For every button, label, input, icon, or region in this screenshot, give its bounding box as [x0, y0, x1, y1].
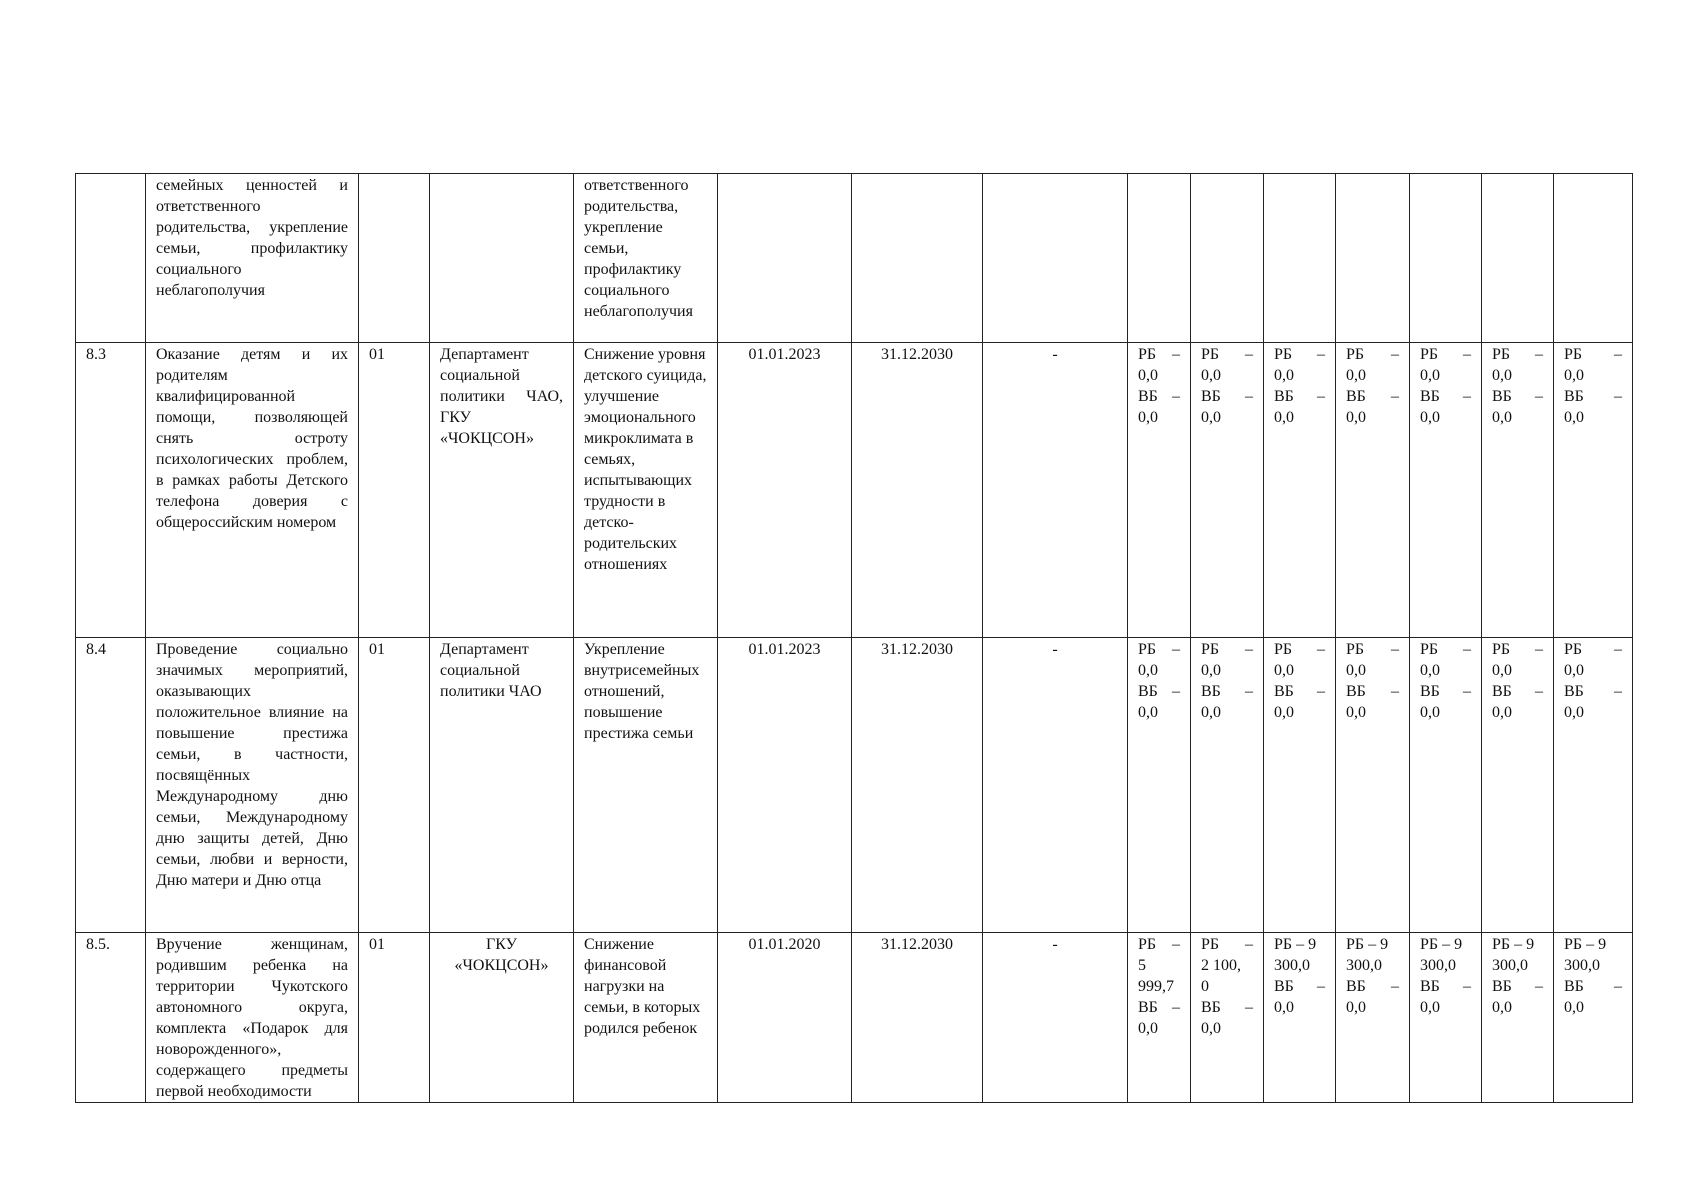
link-cell	[983, 933, 1128, 1103]
table-row	[76, 933, 1633, 1103]
funding-line: 0,0	[1346, 999, 1366, 1016]
funding-cell	[1191, 933, 1264, 1103]
funding-line: 0,0	[1201, 1020, 1221, 1037]
funding-line: 0,0	[1201, 662, 1221, 679]
funding-line: РБ – 9	[1492, 936, 1535, 953]
funding-cell	[1336, 343, 1410, 638]
funding-cell	[1554, 638, 1633, 933]
funding-line: 0	[1201, 978, 1209, 995]
funding-cell	[1264, 933, 1336, 1103]
funding-line: 0,0	[1138, 704, 1158, 721]
funding-line: РБ –	[1492, 641, 1543, 658]
funding-line: 0,0	[1274, 367, 1294, 384]
row-number-cell	[76, 174, 146, 343]
expected-result-cell-text: ответственного родительства, укрепление семьи, профилактику социального неблагополучия	[584, 177, 693, 320]
funding-line: 0,0	[1201, 409, 1221, 426]
executor-cell	[430, 638, 574, 933]
funding-cell	[1410, 933, 1482, 1103]
code-cell-text: 01	[369, 346, 385, 363]
funding-line: ВБ –	[1201, 683, 1253, 700]
funding-cell	[1264, 174, 1336, 343]
expected-result-cell	[574, 343, 718, 638]
expected-result-cell	[574, 933, 718, 1103]
start-date-cell-text: 01.01.2023	[748, 346, 821, 363]
funding-cell	[1336, 638, 1410, 933]
funding-line: 2 100,	[1201, 957, 1241, 974]
start-date-cell	[718, 343, 852, 638]
start-date-cell	[718, 933, 852, 1103]
executor-cell-text: ГКУ «ЧОКЦСОН»	[454, 936, 549, 974]
funding-line: ВБ –	[1492, 683, 1543, 700]
funding-line: ВБ –	[1138, 999, 1180, 1016]
funding-line: 0,0	[1138, 1020, 1158, 1037]
table-row	[76, 174, 1633, 343]
funding-line: 0,0	[1492, 999, 1512, 1016]
expected-result-cell-text: Снижение уровня детского суицида, улучшение эмоционального микроклимата в семьях, испытывающих трудности в детско-родительских отношениях	[584, 346, 707, 573]
funding-line: РБ –	[1274, 346, 1325, 363]
measure-name-cell-text: Проведение социально значимых мероприятий, оказывающих положительное влияние на повышение престижа семьи, в частности, посвящённых Международному дню семьи, Международному дню защиты детей, Дню семьи, любви и верности, Дню матери и Дню отца	[156, 641, 348, 889]
start-date-cell	[718, 638, 852, 933]
funding-cell	[1482, 638, 1554, 933]
funding-line: РБ –	[1564, 346, 1622, 363]
executor-cell	[430, 174, 574, 343]
funding-cell	[1410, 343, 1482, 638]
row-number-cell	[76, 343, 146, 638]
funding-line: РБ –	[1274, 641, 1325, 658]
funding-line: ВБ –	[1420, 978, 1471, 995]
funding-cell	[1128, 638, 1191, 933]
code-cell	[359, 638, 430, 933]
funding-line: РБ –	[1564, 641, 1622, 658]
funding-line: ВБ –	[1138, 388, 1180, 405]
funding-line: РБ – 9	[1564, 936, 1607, 953]
funding-cell	[1336, 933, 1410, 1103]
funding-line: 300,0	[1274, 957, 1310, 974]
funding-line: ВБ –	[1564, 388, 1622, 405]
funding-line: РБ –	[1138, 346, 1180, 363]
funding-line: 0,0	[1420, 704, 1440, 721]
measure-name-cell-text: семейных ценностей и ответственного родительства, укрепление семьи, профилактику социального неблагополучия	[156, 177, 348, 299]
start-date-cell	[718, 174, 852, 343]
link-cell-text: -	[1052, 346, 1058, 363]
measure-name-cell-text: Оказание детям и их родителям квалифицированной помощи, позволяющей снять остроту психологических проблем, в рамках работы Детского телефона доверия с общероссийским номером	[156, 346, 348, 531]
funding-line: 300,0	[1564, 957, 1600, 974]
funding-line: 0,0	[1274, 704, 1294, 721]
funding-line: ВБ –	[1420, 683, 1471, 700]
funding-line: РБ –	[1138, 641, 1180, 658]
funding-line: РБ –	[1346, 641, 1399, 658]
funding-line: 0,0	[1564, 999, 1584, 1016]
funding-line: ВБ –	[1564, 683, 1622, 700]
table-body	[76, 174, 1633, 1103]
link-cell-text: -	[1052, 641, 1058, 658]
funding-line: 0,0	[1420, 999, 1440, 1016]
funding-line: ВБ –	[1564, 978, 1622, 995]
funding-cell	[1554, 343, 1633, 638]
funding-line: ВБ –	[1274, 388, 1325, 405]
funding-line: РБ –	[1492, 346, 1543, 363]
funding-line: 0,0	[1564, 704, 1584, 721]
link-cell	[983, 174, 1128, 343]
end-date-cell-text: 31.12.2030	[881, 641, 953, 658]
funding-line: ВБ –	[1492, 388, 1543, 405]
funding-line: ВБ –	[1274, 683, 1325, 700]
funding-line: РБ –	[1201, 346, 1253, 363]
funding-cell	[1554, 933, 1633, 1103]
funding-line: ВБ –	[1138, 683, 1180, 700]
funding-cell	[1482, 174, 1554, 343]
funding-line: 0,0	[1138, 662, 1158, 679]
executor-cell	[430, 933, 574, 1103]
funding-line: 0,0	[1346, 367, 1366, 384]
funding-line: РБ –	[1201, 641, 1253, 658]
end-date-cell	[852, 343, 983, 638]
funding-line: ВБ –	[1346, 978, 1399, 995]
funding-line: 300,0	[1492, 957, 1528, 974]
funding-line: 300,0	[1420, 957, 1456, 974]
measure-name-cell-text: Вручение женщинам, родившим ребенка на территории Чукотского автономного округа, комплекта «Подарок для новорожденного», содержащего предметы первой необходимости	[156, 936, 348, 1100]
funding-line: РБ –	[1138, 936, 1180, 953]
expected-result-cell	[574, 174, 718, 343]
funding-line: РБ – 9	[1346, 936, 1389, 953]
funding-line: 0,0	[1201, 704, 1221, 721]
measures-table	[75, 173, 1633, 1103]
code-cell	[359, 933, 430, 1103]
row-number-cell-text: 8.3	[86, 346, 106, 363]
funding-line: 999,7	[1138, 978, 1174, 995]
measure-name-cell	[146, 174, 359, 343]
funding-line: 300,0	[1346, 957, 1382, 974]
executor-cell-text: Департамент социальной политики ЧАО	[440, 641, 542, 700]
table-row	[76, 343, 1633, 638]
funding-line: ВБ –	[1201, 388, 1253, 405]
code-cell	[359, 343, 430, 638]
funding-line: ВБ –	[1420, 388, 1471, 405]
expected-result-cell	[574, 638, 718, 933]
executor-cell	[430, 343, 574, 638]
funding-line: 0,0	[1564, 409, 1584, 426]
funding-line: РБ – 9	[1274, 936, 1317, 953]
funding-line: ВБ –	[1346, 388, 1399, 405]
measure-name-cell	[146, 933, 359, 1103]
funding-line: 5	[1138, 957, 1146, 974]
funding-line: РБ –	[1201, 936, 1253, 953]
funding-line: 0,0	[1274, 662, 1294, 679]
end-date-cell-text: 31.12.2030	[881, 346, 953, 363]
end-date-cell	[852, 638, 983, 933]
funding-line: 0,0	[1274, 409, 1294, 426]
table-row	[76, 638, 1633, 933]
funding-line: РБ –	[1420, 641, 1471, 658]
funding-line: 0,0	[1492, 662, 1512, 679]
funding-line: РБ –	[1420, 346, 1471, 363]
measure-name-cell	[146, 343, 359, 638]
funding-line: ВБ –	[1346, 683, 1399, 700]
start-date-cell-text: 01.01.2023	[748, 641, 821, 658]
funding-cell	[1482, 343, 1554, 638]
funding-line: ВБ –	[1274, 978, 1325, 995]
funding-cell	[1191, 638, 1264, 933]
funding-line: 0,0	[1346, 704, 1366, 721]
funding-line: 0,0	[1564, 367, 1584, 384]
link-cell	[983, 638, 1128, 933]
row-number-cell-text: 8.4	[86, 641, 106, 658]
expected-result-cell-text: Укрепление внутрисемейных отношений, повышение престижа семьи	[584, 641, 700, 742]
end-date-cell-text: 31.12.2030	[881, 936, 953, 953]
expected-result-cell-text: Снижение финансовой нагрузки на семьи, в которых родился ребенок	[584, 936, 701, 1037]
funding-cell	[1128, 174, 1191, 343]
funding-cell	[1410, 174, 1482, 343]
funding-line: 0,0	[1420, 367, 1440, 384]
link-cell	[983, 343, 1128, 638]
funding-cell	[1410, 638, 1482, 933]
funding-line: 0,0	[1201, 367, 1221, 384]
row-number-cell	[76, 638, 146, 933]
code-cell-text: 01	[369, 641, 385, 658]
start-date-cell-text: 01.01.2020	[748, 936, 821, 953]
funding-cell	[1191, 174, 1264, 343]
link-cell-text: -	[1052, 936, 1058, 953]
funding-line: 0,0	[1274, 999, 1294, 1016]
funding-line: 0,0	[1492, 409, 1512, 426]
code-cell	[359, 174, 430, 343]
funding-cell	[1482, 933, 1554, 1103]
funding-line: ВБ –	[1492, 978, 1543, 995]
funding-cell	[1336, 174, 1410, 343]
funding-cell	[1554, 174, 1633, 343]
funding-cell	[1128, 933, 1191, 1103]
funding-cell	[1128, 343, 1191, 638]
funding-line: 0,0	[1346, 662, 1366, 679]
funding-line: 0,0	[1138, 367, 1158, 384]
measure-name-cell	[146, 638, 359, 933]
row-number-cell	[76, 933, 146, 1103]
funding-line: 0,0	[1346, 409, 1366, 426]
end-date-cell	[852, 174, 983, 343]
funding-cell	[1264, 638, 1336, 933]
row-number-cell-text: 8.5.	[86, 936, 110, 953]
executor-cell-text: Департамент социальной политики ЧАО, ГКУ «ЧОКЦСОН»	[440, 346, 563, 447]
funding-cell	[1264, 343, 1336, 638]
funding-line: 0,0	[1492, 367, 1512, 384]
funding-line: 0,0	[1138, 409, 1158, 426]
funding-line: ВБ –	[1201, 999, 1253, 1016]
code-cell-text: 01	[369, 936, 385, 953]
funding-line: 0,0	[1564, 662, 1584, 679]
funding-line: РБ –	[1346, 346, 1399, 363]
funding-cell	[1191, 343, 1264, 638]
funding-line: 0,0	[1420, 409, 1440, 426]
end-date-cell	[852, 933, 983, 1103]
funding-line: 0,0	[1492, 704, 1512, 721]
funding-line: 0,0	[1420, 662, 1440, 679]
funding-line: РБ – 9	[1420, 936, 1463, 953]
